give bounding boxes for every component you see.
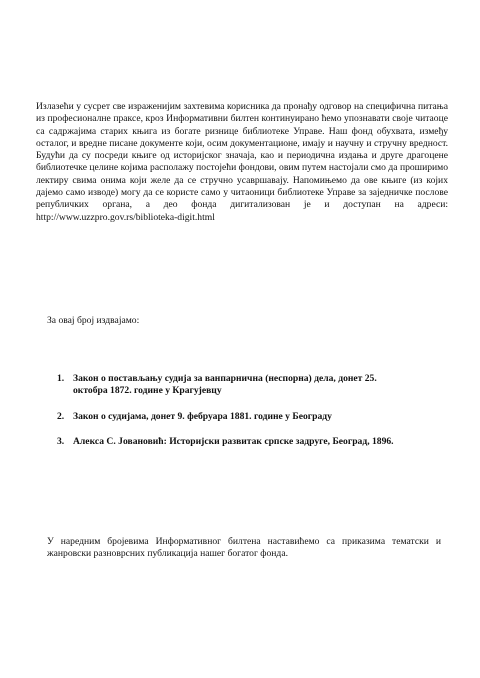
closing-paragraph: У наредним бројевима Информативног билтена наставићемо са приказима тематски и жанровски разноврсних публикација нашег богатог фонда. bbox=[47, 536, 441, 560]
list-item-text: Алекса С. Јовановић: Историјски развитак српске задруге, Београд, 1896. bbox=[73, 435, 394, 447]
intro-paragraph: Излазећи у сусрет све израженијим захтевима корисника да пронађу одговор на специфична питања из професионалне праксе, кроз Информативни билтен континуирано ћемо упознавати своје читаоце са садржајима старих књига из богате ризнице библиотеке Управе. Наш фонд обухвата, између осталог, и вредне писане документе који, осим документационе, имају и научну и стручну вредност. Будући да су посреди књиге од историјског значаја, као и периодична издања и друге драгоцене библиотечке целине којима располажу постојећи фондови, овим путем настојали смо да проширимо лектиру свима онима који желе да се стручно усавршавају. Напомињемо да ове књиге (из којих дајемо само изводе) могу да се користе само у читаоници библиотеке Управе за заједничке послове републичких органа, а део фонда дигитализован је и доступан на адреси: http://www.uzzpro.gov.rs/biblioteka-digit.html bbox=[36, 101, 448, 223]
featured-books-list bbox=[57, 373, 402, 461]
list-item bbox=[57, 411, 402, 423]
list-item-number: 3. bbox=[57, 435, 65, 447]
list-lead-text: За овај број издвајамо: bbox=[47, 315, 140, 326]
list-item bbox=[57, 436, 402, 448]
list-item-number: 1. bbox=[57, 373, 65, 384]
list-item-text: Закон о постављању судија за ванпарнична (неспорна) дела, донет 25. октобра 1872. године у Крагујевцу bbox=[73, 373, 377, 397]
list-item bbox=[57, 373, 402, 398]
list-item-number: 2. bbox=[57, 410, 65, 422]
list-item-text: Закон о судијама, донет 9. фебруара 1881. године у Београду bbox=[73, 410, 332, 422]
